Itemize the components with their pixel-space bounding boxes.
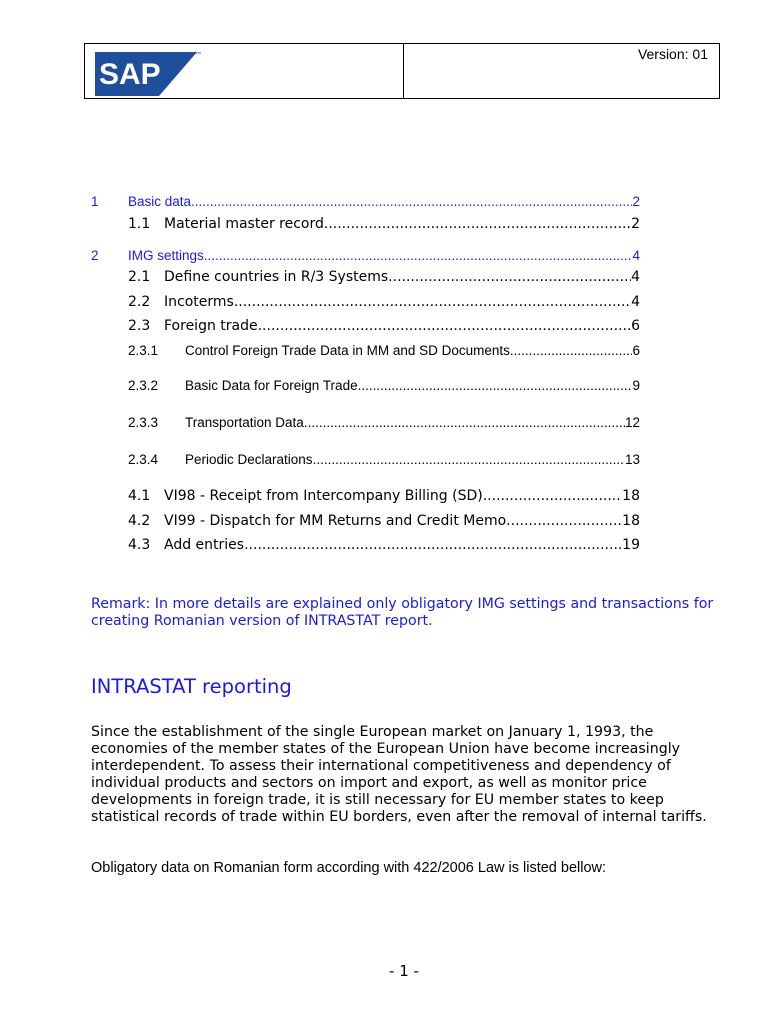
toc-number: 4.3 xyxy=(128,537,151,553)
toc-title: Material master record xyxy=(164,216,324,232)
toc-leader-dots xyxy=(258,317,631,335)
sap-logo xyxy=(95,48,207,100)
section-heading: INTRASTAT reporting xyxy=(91,675,292,698)
toc-title: Foreign trade xyxy=(164,318,258,334)
toc-page: 4 xyxy=(631,269,640,285)
toc-leader-dots xyxy=(244,536,622,554)
toc-number: 2.3.2 xyxy=(128,378,159,393)
obligatory-data-paragraph: Obligatory data on Romanian form according with 422/2006 Law is listed bellow: xyxy=(91,860,607,876)
toc-leader-dots xyxy=(234,293,631,311)
toc-entry-basic-data[interactable] xyxy=(91,193,640,211)
remark-text: Remark: In more details are explained only obligatory IMG settings and transactions for creating Romanian version of INTRASTAT report. xyxy=(91,596,714,629)
toc-number: 4.1 xyxy=(128,488,151,504)
toc-entry-foreign-trade[interactable] xyxy=(128,317,640,335)
logo-trademark: ™ xyxy=(195,52,201,58)
header-logo-cell xyxy=(85,44,404,98)
toc-title: Add entries xyxy=(164,537,245,553)
toc-entry-add-entries[interactable] xyxy=(128,536,640,554)
toc-entry-vi98[interactable] xyxy=(128,487,640,505)
toc-page: 6 xyxy=(632,343,640,358)
toc-title: Control Foreign Trade Data in MM and SD Documents xyxy=(185,343,510,358)
toc-page: 2 xyxy=(631,216,640,232)
toc-leader-dots xyxy=(388,268,631,286)
toc-number: 4.2 xyxy=(128,513,151,529)
toc-number: 2 xyxy=(91,248,99,263)
toc-number: 2.3.1 xyxy=(128,343,159,358)
intro-paragraph: Since the establishment of the single European market on January 1, 1993, the economies of the member states of the European Union have become increasingly interdependent. To assess their international competitiveness and dependency of individual products and sectors on import and export, as well as monitor price developments in foreign trade, it is still necessary for EU member states to keep statistical records of trade within EU borders, even after the removal of internal tariffs. xyxy=(91,724,707,825)
toc-number: 2.3 xyxy=(128,318,151,334)
toc-page: 9 xyxy=(632,378,640,393)
toc-title: Basic Data for Foreign Trade xyxy=(185,378,358,393)
toc-leader-dots xyxy=(324,215,631,233)
toc-page: 2 xyxy=(632,194,640,209)
toc-page: 12 xyxy=(624,415,640,430)
toc-title: VI98 - Receipt from Intercompany Billing (SD) xyxy=(164,488,483,504)
toc-title: IMG settings xyxy=(128,248,204,263)
toc-leader-dots xyxy=(191,193,632,211)
toc-entry-vi99[interactable] xyxy=(128,512,640,530)
toc-title: VI99 - Dispatch for MM Returns and Credit Memo xyxy=(164,513,507,529)
toc-leader-dots xyxy=(510,342,633,360)
toc-entry-basic-data-foreign-trade[interactable] xyxy=(128,377,640,395)
toc-leader-dots xyxy=(358,377,633,395)
toc-entry-transportation-data[interactable] xyxy=(128,414,640,432)
toc-page: 18 xyxy=(622,513,640,529)
toc-number: 2.3.4 xyxy=(128,452,159,467)
toc-title: Incoterms xyxy=(164,294,234,310)
toc-leader-dots xyxy=(204,247,633,265)
toc-entry-material-master[interactable] xyxy=(128,215,640,233)
toc-page: 4 xyxy=(632,248,640,263)
toc-number: 1 xyxy=(91,194,99,209)
toc-title: Transportation Data xyxy=(185,415,304,430)
logo-text: SAP xyxy=(99,58,161,91)
toc-page: 4 xyxy=(631,294,640,310)
toc-leader-dots xyxy=(313,451,625,469)
toc-entry-incoterms[interactable] xyxy=(128,293,640,311)
toc-entry-define-countries[interactable] xyxy=(128,268,640,286)
toc-page: 6 xyxy=(631,318,640,334)
toc-number: 2.2 xyxy=(128,294,151,310)
toc-leader-dots xyxy=(304,414,625,432)
toc-page: 19 xyxy=(622,537,640,553)
page-number: - 1 - xyxy=(389,962,419,980)
toc-entry-control-foreign-trade[interactable] xyxy=(128,342,640,360)
toc-number: 1.1 xyxy=(128,216,151,232)
toc-page: 18 xyxy=(622,488,640,504)
toc-entry-img-settings[interactable] xyxy=(91,247,640,265)
toc-title: Periodic Declarations xyxy=(185,452,313,467)
toc-leader-dots xyxy=(506,512,622,530)
toc-title: Define countries in R/3 Systems xyxy=(164,269,389,285)
header-version-cell xyxy=(404,44,719,98)
toc-page: 13 xyxy=(624,452,640,467)
toc-entry-periodic-declarations[interactable] xyxy=(128,451,640,469)
sap-logo-icon xyxy=(95,48,207,96)
toc-title: Basic data xyxy=(128,194,192,209)
toc-number: 2.1 xyxy=(128,269,151,285)
toc-number: 2.3.3 xyxy=(128,415,159,430)
version-label: Version: 01 xyxy=(637,46,708,62)
toc-leader-dots xyxy=(483,487,622,505)
document-header xyxy=(84,43,720,99)
